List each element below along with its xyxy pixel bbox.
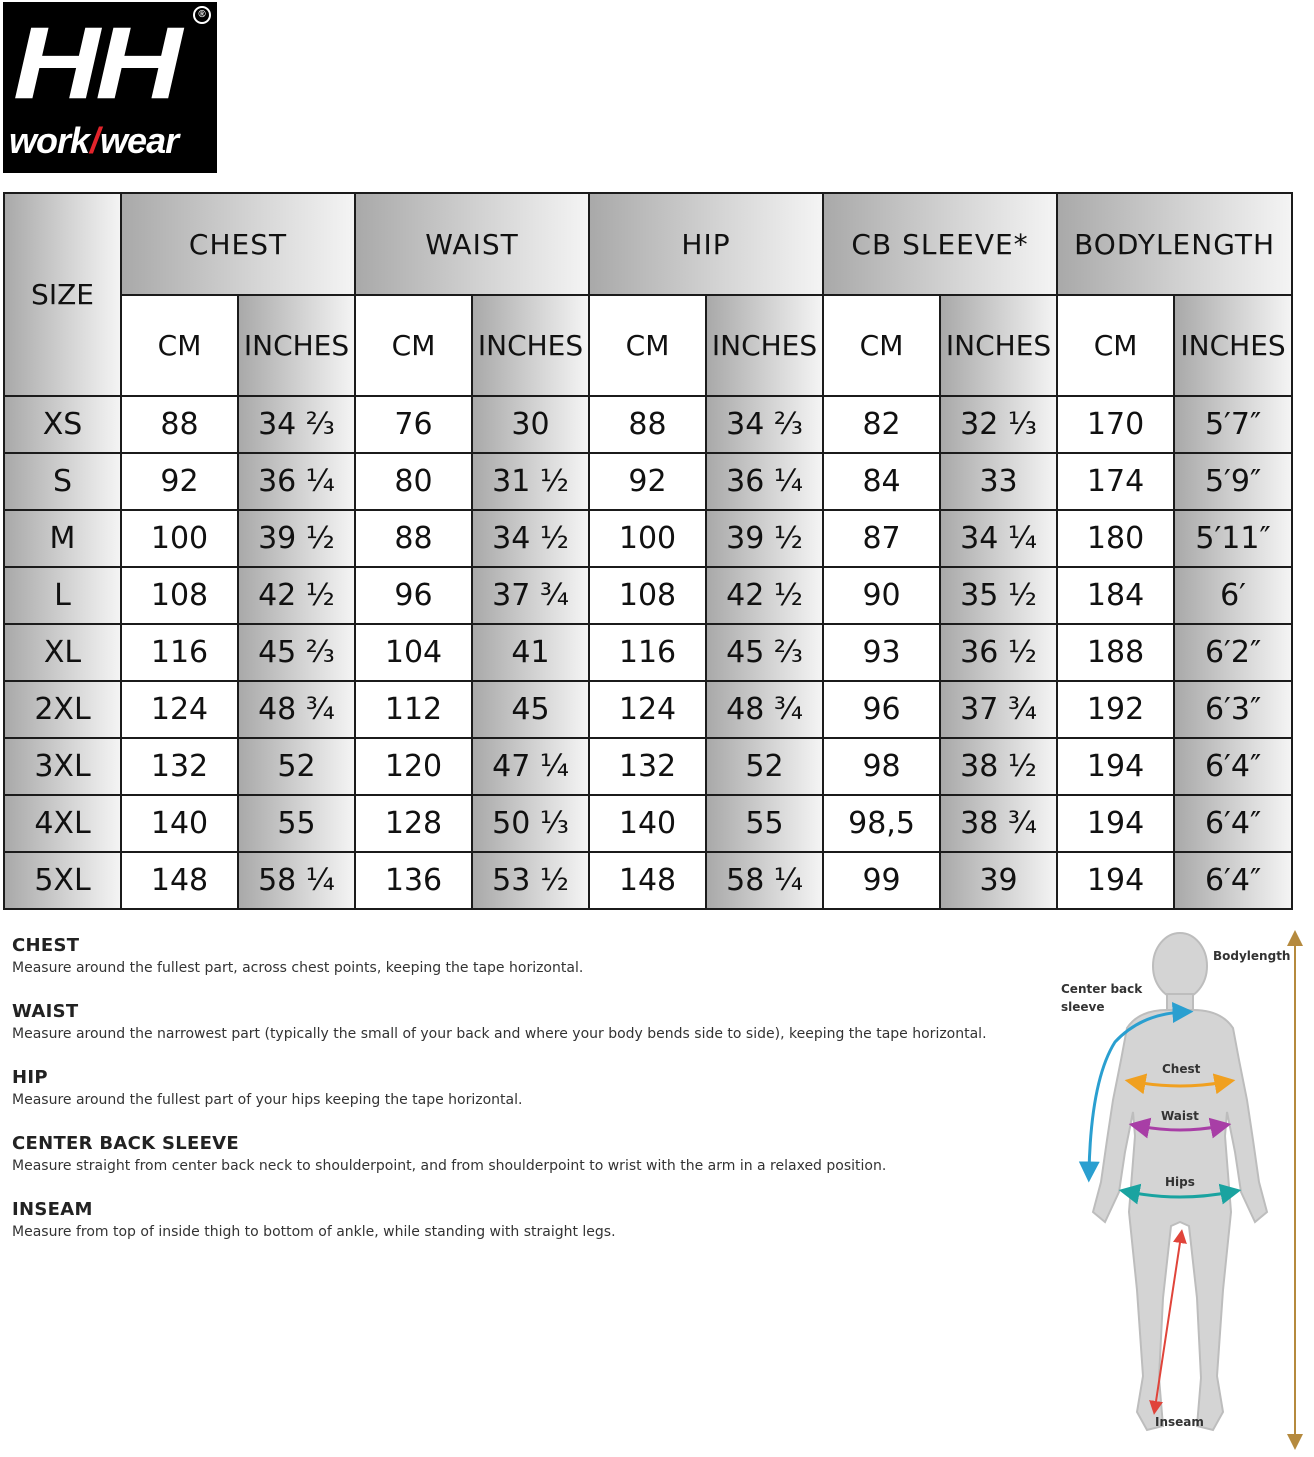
unit-header: CM: [823, 295, 940, 396]
cm-value-cell: 188: [1057, 624, 1174, 681]
inches-value-cell: 48 ¾: [238, 681, 355, 738]
unit-header: INCHES: [238, 295, 355, 396]
cm-value-cell: 140: [121, 795, 238, 852]
inches-value-cell: 36 ¼: [238, 453, 355, 510]
inches-value-cell: 42 ½: [238, 567, 355, 624]
unit-header: INCHES: [706, 295, 823, 396]
center-back-sleeve-label: Center back: [1061, 982, 1143, 996]
cm-value-cell: 80: [355, 453, 472, 510]
waist-label: Waist: [1161, 1109, 1199, 1123]
size-label-cell: 4XL: [4, 795, 121, 852]
guide-item-hip: [12, 1067, 1042, 1111]
size-row: [4, 681, 1292, 738]
chest-label: Chest: [1162, 1062, 1201, 1076]
brand-logo: [3, 2, 217, 173]
cm-value-cell: 104: [355, 624, 472, 681]
inches-value-cell: 39: [940, 852, 1057, 909]
guide-title: INSEAM: [12, 1199, 93, 1220]
cm-value-cell: 90: [823, 567, 940, 624]
group-header-cb-sleeve: CB SLEEVE*: [823, 193, 1057, 295]
cm-value-cell: 87: [823, 510, 940, 567]
guide-item-inseam: [12, 1199, 1042, 1243]
inseam-label: Inseam: [1155, 1415, 1204, 1429]
inches-value-cell: 37 ¾: [472, 567, 589, 624]
cm-value-cell: 108: [121, 567, 238, 624]
unit-header: INCHES: [472, 295, 589, 396]
inches-value-cell: 36 ¼: [706, 453, 823, 510]
guide-title: CHEST: [12, 935, 80, 956]
cm-value-cell: 148: [121, 852, 238, 909]
inches-value-cell: 55: [238, 795, 355, 852]
inches-value-cell: 39 ½: [238, 510, 355, 567]
group-header-waist: WAIST: [355, 193, 589, 295]
group-header-hip: HIP: [589, 193, 823, 295]
group-header-row: [4, 193, 1292, 295]
inches-value-cell: 36 ½: [940, 624, 1057, 681]
logo-wordmark: work/wear: [9, 120, 179, 161]
cm-value-cell: 112: [355, 681, 472, 738]
size-row: [4, 453, 1292, 510]
inches-value-cell: 34 ⅔: [238, 396, 355, 453]
size-row: [4, 396, 1292, 453]
inches-value-cell: 50 ⅓: [472, 795, 589, 852]
inches-value-cell: 6′4″: [1174, 852, 1292, 909]
inches-value-cell: 53 ½: [472, 852, 589, 909]
cm-value-cell: 194: [1057, 738, 1174, 795]
group-header-bodylength: BODYLENGTH: [1057, 193, 1292, 295]
inches-value-cell: 47 ¼: [472, 738, 589, 795]
inches-value-cell: 55: [706, 795, 823, 852]
cm-value-cell: 170: [1057, 396, 1174, 453]
guide-text: Measure around the fullest part, across chest points, keeping the tape horizontal.: [12, 960, 584, 976]
inches-value-cell: 5′9″: [1174, 453, 1292, 510]
size-label-cell: XS: [4, 396, 121, 453]
cm-value-cell: 92: [121, 453, 238, 510]
cm-value-cell: 128: [355, 795, 472, 852]
size-row: [4, 624, 1292, 681]
cm-value-cell: 180: [1057, 510, 1174, 567]
cm-value-cell: 96: [355, 567, 472, 624]
unit-header: CM: [121, 295, 238, 396]
inches-value-cell: 45: [472, 681, 589, 738]
inches-value-cell: 42 ½: [706, 567, 823, 624]
hips-label: Hips: [1165, 1175, 1195, 1189]
unit-header: CM: [1057, 295, 1174, 396]
guide-title: CENTER BACK SLEEVE: [12, 1133, 239, 1154]
inches-value-cell: 35 ½: [940, 567, 1057, 624]
size-label-cell: S: [4, 453, 121, 510]
cm-value-cell: 194: [1057, 852, 1174, 909]
inches-value-cell: 6′4″: [1174, 738, 1292, 795]
size-label-cell: 3XL: [4, 738, 121, 795]
cm-value-cell: 124: [121, 681, 238, 738]
body-measurement-figure: [1055, 930, 1310, 1450]
size-chart-table: [3, 192, 1293, 910]
logo-mark: HH: [13, 6, 178, 120]
unit-header-row: [4, 295, 1292, 396]
cm-value-cell: 100: [589, 510, 706, 567]
size-row: [4, 795, 1292, 852]
inches-value-cell: 6′2″: [1174, 624, 1292, 681]
size-row: [4, 738, 1292, 795]
inches-value-cell: 34 ½: [472, 510, 589, 567]
inches-value-cell: 39 ½: [706, 510, 823, 567]
cm-value-cell: 76: [355, 396, 472, 453]
size-row: [4, 567, 1292, 624]
inches-value-cell: 45 ⅔: [238, 624, 355, 681]
guide-item-waist: [12, 1001, 1042, 1045]
inches-value-cell: 33: [940, 453, 1057, 510]
cm-value-cell: 108: [589, 567, 706, 624]
inches-value-cell: 38 ¾: [940, 795, 1057, 852]
inches-value-cell: 30: [472, 396, 589, 453]
cm-value-cell: 96: [823, 681, 940, 738]
cm-value-cell: 93: [823, 624, 940, 681]
unit-header: CM: [355, 295, 472, 396]
measurement-guide: [12, 935, 1042, 1265]
cm-value-cell: 124: [589, 681, 706, 738]
inches-value-cell: 58 ¼: [706, 852, 823, 909]
cm-value-cell: 194: [1057, 795, 1174, 852]
cm-value-cell: 92: [589, 453, 706, 510]
size-label-cell: L: [4, 567, 121, 624]
inches-value-cell: 41: [472, 624, 589, 681]
size-row: [4, 510, 1292, 567]
cm-value-cell: 84: [823, 453, 940, 510]
inches-value-cell: 52: [238, 738, 355, 795]
inches-value-cell: 37 ¾: [940, 681, 1057, 738]
cm-value-cell: 88: [589, 396, 706, 453]
cm-value-cell: 100: [121, 510, 238, 567]
cm-value-cell: 136: [355, 852, 472, 909]
size-header: SIZE: [4, 193, 121, 396]
inches-value-cell: 5′11″: [1174, 510, 1292, 567]
guide-item-chest: [12, 935, 1042, 979]
inches-value-cell: 32 ⅓: [940, 396, 1057, 453]
size-label-cell: 2XL: [4, 681, 121, 738]
guide-text: Measure around the narrowest part (typically the small of your back and where your body bends side to side), keeping the tape horizontal.: [12, 1026, 987, 1042]
cm-value-cell: 116: [589, 624, 706, 681]
cm-value-cell: 140: [589, 795, 706, 852]
cm-value-cell: 132: [589, 738, 706, 795]
cm-value-cell: 184: [1057, 567, 1174, 624]
size-row: [4, 852, 1292, 909]
registered-mark: ®: [193, 6, 211, 24]
inches-value-cell: 6′3″: [1174, 681, 1292, 738]
inches-value-cell: 5′7″: [1174, 396, 1292, 453]
unit-header: CM: [589, 295, 706, 396]
inches-value-cell: 34 ⅔: [706, 396, 823, 453]
unit-header: INCHES: [1174, 295, 1292, 396]
cm-value-cell: 148: [589, 852, 706, 909]
cm-value-cell: 98,5: [823, 795, 940, 852]
inches-value-cell: 31 ½: [472, 453, 589, 510]
guide-text: Measure around the fullest part of your hips keeping the tape horizontal.: [12, 1092, 523, 1108]
size-label-cell: XL: [4, 624, 121, 681]
inches-value-cell: 58 ¼: [238, 852, 355, 909]
guide-text: Measure from top of inside thigh to bottom of ankle, while standing with straight legs.: [12, 1224, 616, 1240]
inches-value-cell: 52: [706, 738, 823, 795]
guide-title: WAIST: [12, 1001, 79, 1022]
cm-value-cell: 99: [823, 852, 940, 909]
cm-value-cell: 82: [823, 396, 940, 453]
size-label-cell: M: [4, 510, 121, 567]
unit-header: INCHES: [940, 295, 1057, 396]
group-header-chest: CHEST: [121, 193, 355, 295]
inches-value-cell: 38 ½: [940, 738, 1057, 795]
guide-item-center-back-sleeve: [12, 1133, 1042, 1177]
guide-text: Measure straight from center back neck to shoulderpoint, and from shoulderpoint to wrist with the arm in a relaxed position.: [12, 1158, 887, 1174]
cm-value-cell: 120: [355, 738, 472, 795]
inches-value-cell: 6′: [1174, 567, 1292, 624]
bodylength-label: Bodylength: [1213, 949, 1291, 963]
cm-value-cell: 174: [1057, 453, 1174, 510]
inches-value-cell: 48 ¾: [706, 681, 823, 738]
cm-value-cell: 116: [121, 624, 238, 681]
inches-value-cell: 6′4″: [1174, 795, 1292, 852]
cm-value-cell: 88: [121, 396, 238, 453]
inches-value-cell: 45 ⅔: [706, 624, 823, 681]
cm-value-cell: 88: [355, 510, 472, 567]
center-back-sleeve-label-2: sleeve: [1061, 1000, 1105, 1014]
cm-value-cell: 132: [121, 738, 238, 795]
cm-value-cell: 98: [823, 738, 940, 795]
guide-title: HIP: [12, 1067, 48, 1088]
size-label-cell: 5XL: [4, 852, 121, 909]
cm-value-cell: 192: [1057, 681, 1174, 738]
inches-value-cell: 34 ¼: [940, 510, 1057, 567]
